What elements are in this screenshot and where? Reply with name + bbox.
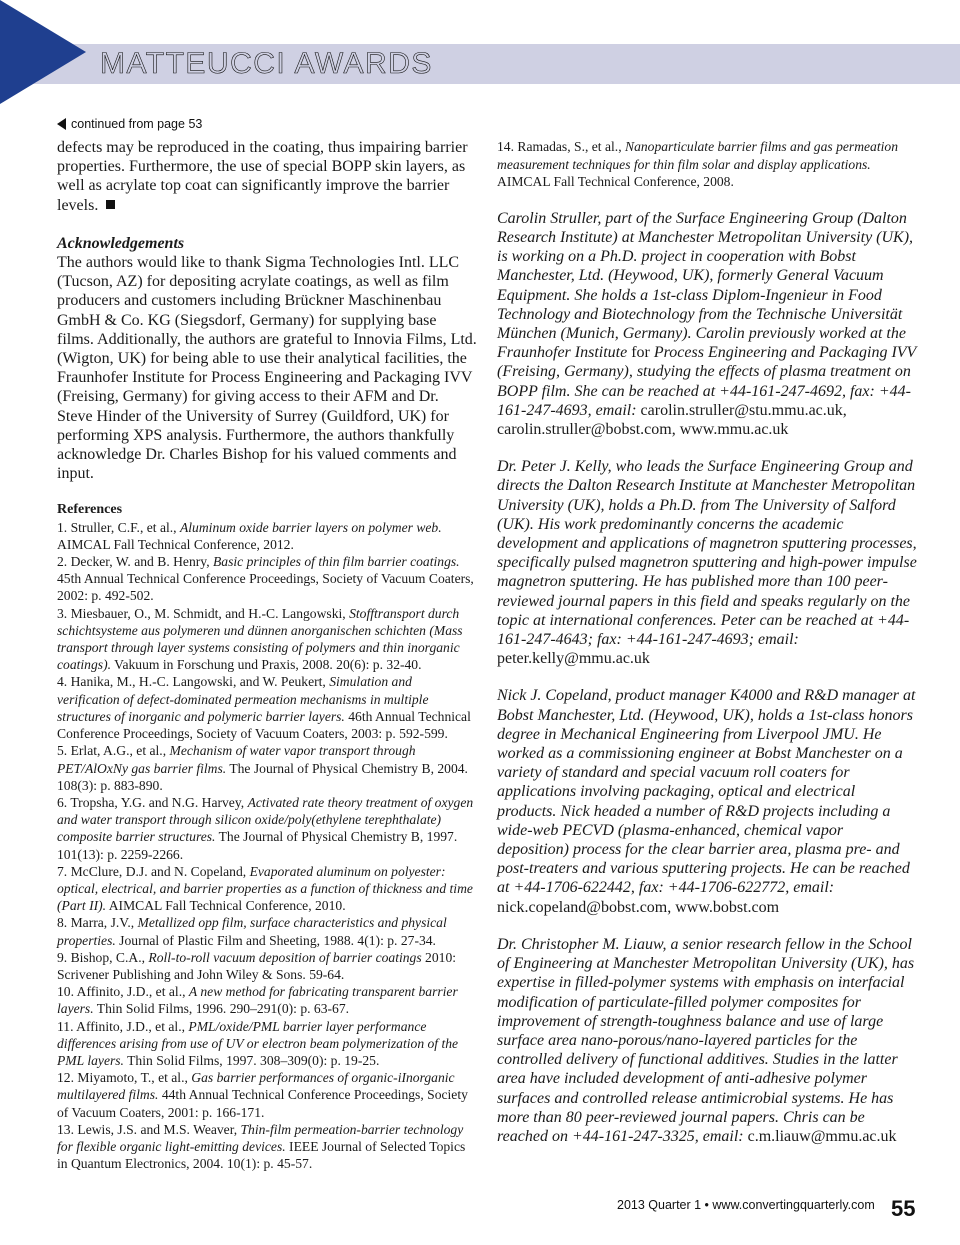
continued-text: continued from page 53 bbox=[71, 117, 203, 131]
ref-title: Basic principles of thin film barrier coatings. bbox=[213, 554, 460, 570]
ref-pre: 9. Bishop, C.A., bbox=[57, 949, 149, 965]
acknowledgements-heading: Acknowledgements bbox=[57, 234, 185, 252]
continued-note bbox=[57, 117, 202, 131]
reference-item bbox=[57, 949, 477, 983]
ref-post: AIMCAL Fall Technical Conference, 2012. bbox=[57, 536, 294, 552]
bio-italic2: Process Engineering and Packaging IVV (Freising, Germany), studying the effects of plasma treatment on BOPP film. She can be reached at +44-161-247-4692, fax: +44-161-247-4693, email: bbox=[497, 344, 917, 419]
reference-item bbox=[57, 983, 477, 1017]
reference-item bbox=[57, 742, 477, 794]
bio-plain: carolin.struller@stu.mmu.ac.uk, carolin.struller@bobst.com, www.mmu.ac.uk bbox=[497, 401, 847, 439]
ref-title: Gas barrier performances of organic-iInorganic multilayered films. bbox=[57, 1070, 455, 1103]
reference-item bbox=[57, 914, 477, 948]
reference-14 bbox=[497, 138, 917, 191]
ref-post: The Journal of Physical Chemistry B, 2004. 108(3): p. 883-890. bbox=[57, 760, 468, 793]
ref-title: Stofftransport durch schichtsysteme aus polymeren und dünnen anorganischen schichten (Mass transport through layer systems consisting of polymers and thin inorganic coatings). bbox=[57, 605, 463, 673]
ref-pre: 5. Erlat, A.G., et al., bbox=[57, 743, 170, 759]
footer-text: 2013 Quarter 1 • www.convertingquarterly.com bbox=[617, 1198, 875, 1212]
acknowledgements-text: The authors would like to thank Sigma Technologies Intl. LLC (Tucson, AZ) for depositing acrylate coatings, as well as film producers and customers including Brückner Maschinenbau GmbH & Co. KG (Siegsdorf, Germany) for supplying base films. Additionally, the authors are grateful to Innovia Films, Ltd. (Wigton, UK) for being able to use their analytical facilities, the Fraunhofer Institute for Process Engineering and Packaging IVV (Freising, Germany) for giving access to their AFM and Dr. Steve Hinder of the University of Surrey (Guildford, UK) for performing XPS analysis. Furthermore, the authors thankfully acknowledge Dr. Charles Bishop for his valued comments and input. bbox=[57, 254, 477, 483]
author-bios bbox=[497, 209, 917, 1146]
right-column bbox=[497, 138, 917, 1146]
ref-pre: 4. Hanika, M., H.-C. Langowski, and W. Peukert, bbox=[57, 674, 330, 690]
ref-title: PML/oxide/PML barrier layer performance differences arising from use of UV or electron beam polymerization of the PML layers. bbox=[57, 1018, 459, 1068]
reference-item bbox=[57, 1069, 477, 1121]
ref-pre: 2. Decker, W. and B. Henry, bbox=[57, 554, 213, 570]
ref-post: Thin Solid Films, 1996. 290–291(0): p. 63-67. bbox=[93, 1001, 350, 1017]
ref-title: Nanoparticulate barrier films and gas permeation measurement techniques for thin film solar and display applications. bbox=[497, 139, 899, 172]
bio-italic: Dr. Peter J. Kelly, who leads the Surface Engineering Group and directs the Dalton Research Institute at Manchester Metropolitan University (UK), holds a Ph.D. from The University of Salford (UK). His work predominantly concerns the academic development and applications of magnetron sputtering processes, specifically pulsed magnetron sputtering and high-power impulse magnetron sputtering. He has published more than 100 peer-reviewed journal papers in this field and speaks regularly on the topic at international conferences. Peter can be reached at +44-161-247-4643; fax: +44-161-247-4693; email: bbox=[497, 458, 917, 649]
ref-pre: 10. Affinito, J.D., et al., bbox=[57, 984, 189, 1000]
references-heading: References bbox=[57, 502, 123, 518]
ref-pre: 1. Struller, C.F., et al., bbox=[57, 519, 180, 535]
ref-title: Activated rate theory treatment of oxygen and water transport through silicon oxide/poly(ethylene terephthalate) composite barrier structures. bbox=[57, 794, 474, 845]
ref-post: 2010: Scrivener Publishing and John Wiley & Sons. 59-64. bbox=[57, 949, 457, 982]
ref-post: Vakuum in Forschung und Praxis, 2008. 20(6): p. 32-40. bbox=[111, 657, 422, 673]
author-bio bbox=[497, 686, 917, 916]
bio-italic: Carolin Struller, part of the Surface Engineering Group (Dalton Research Institute) at Manchester Metropolitan University (UK), is working on a Ph.D. project in cooperation with Bobst Manchester, Ltd. (Heywood, UK), formerly General Vacuum Equipment. She holds a 1st-class Diplom-Ingenieur in Food Technology and Biotechnology from the Technische Universität München (Munich, Germany). Carolin previously worked at the Fraunhofer Institute bbox=[497, 209, 914, 362]
ref-pre: 3. Miesbauer, O., M. Schmidt, and H.-C. Langowski, bbox=[57, 605, 350, 621]
ref-post: IEEE Journal of Selected Topics in Quantum Electronics, 2004. 10(1): p. 45-57. bbox=[57, 1138, 466, 1172]
reference-item bbox=[57, 794, 477, 863]
intro-paragraph bbox=[57, 138, 477, 215]
ref-title: Aluminum oxide barrier layers on polymer web. bbox=[179, 519, 442, 535]
bio-italic: Dr. Christopher M. Liauw, a senior research fellow in the School of Engineering at Manchester Metropolitan University (UK), has expertise in filled-polymer systems with emphasis on interfacial modification of particulate-filled polymer composites for improvement of strength-toughness balance and use of large surface area nano-porous/nano-layered particles for the controlled delivery of functional additives. Studies in the latter area have included development of anti-adhesive polymer surfaces and controlled release antimicrobial systems. He has more than 80 peer-reviewed journal papers. Chris can be reached on +44-161-247-3325, email: bbox=[497, 935, 915, 1145]
ref-title: Mechanism of water vapor transport through PET/AlOxNy gas barrier films. bbox=[57, 743, 416, 776]
ref-post: Journal of Plastic Film and Sheeting, 1988. 4(1): p. 27-34. bbox=[115, 932, 436, 948]
ref-post: 46th Annual Technical Conference Proceedings, Society of Vacuum Coaters, 2003: p. 592-599. bbox=[57, 708, 471, 742]
reference-item bbox=[57, 553, 477, 605]
ref-pre: 6. Tropsha, Y.G. and N.G. Harvey, bbox=[57, 794, 248, 810]
end-mark-icon bbox=[106, 200, 115, 209]
left-column bbox=[57, 138, 477, 1172]
ref-post: 44th Annual Technical Conference Proceedings, Society of Vacuum Coaters, 2001: p. 166-171. bbox=[57, 1087, 468, 1120]
ref-pre: 11. Affinito, J.D., et al., bbox=[57, 1018, 189, 1034]
ref-post: 45th Annual Technical Conference Proceedings, Society of Vacuum Coaters, 2002: p. 492-502. bbox=[57, 571, 474, 604]
ref-title: Roll-to-roll vacuum deposition of barrier coatings bbox=[148, 949, 422, 965]
page-header bbox=[0, 0, 960, 108]
arrow-left-icon bbox=[57, 118, 66, 130]
ref-pre: 13. Lewis, J.S. and M.S. Weaver, bbox=[57, 1121, 241, 1137]
ref-title: Metallized opp film, surface characteristics and physical properties. bbox=[57, 915, 447, 948]
header-triangle-icon bbox=[0, 0, 86, 104]
bio-mid: for bbox=[627, 344, 654, 362]
ref-pre: 8. Marra, J.V., bbox=[57, 915, 138, 931]
ref-title: Simulation and verification of defect-dominated permeation mechanisms in multiple structures of inorganic and polymeric barrier layers. bbox=[57, 674, 429, 724]
bio-plain: c.m.liauw@mmu.ac.uk bbox=[743, 1127, 897, 1145]
reference-item bbox=[57, 1121, 477, 1173]
reference-item bbox=[57, 863, 477, 915]
ref-post: The Journal of Physical Chemistry B, 1997. 101(13): p. 2259-2266. bbox=[57, 829, 458, 862]
ref-post: Thin Solid Films, 1997. 308–309(0): p. 19-25. bbox=[123, 1052, 380, 1068]
section-title: MATTEUCCI AWARDS bbox=[100, 47, 433, 80]
reference-item bbox=[57, 1018, 477, 1070]
ref-pre: 7. McClure, D.J. and N. Copeland, bbox=[57, 863, 250, 879]
references-list bbox=[57, 519, 477, 1173]
author-bio bbox=[497, 209, 917, 439]
ref-pre: 12. Miyamoto, T., et al., bbox=[57, 1070, 192, 1086]
ref-pre: 14. Ramadas, S., et al., bbox=[497, 139, 625, 154]
intro-text: defects may be reproduced in the coating, thus impairing barrier properties. Furthermore, the use of special BOPP skin layers, as well as acrylate top coat can significantly improve the barrier levels. bbox=[57, 139, 468, 214]
author-bio bbox=[497, 457, 917, 668]
reference-item bbox=[57, 673, 477, 742]
ref-title: Evaporated aluminum on polyester: optical, electrical, and barrier properties as a function of thickness and time (Part II). bbox=[57, 863, 473, 914]
bio-plain: nick.copeland@bobst.com, www.bobst.com bbox=[497, 898, 780, 916]
bio-plain: peter.kelly@mmu.ac.uk bbox=[497, 650, 650, 668]
ref-title: A new method for fabricating transparent barrier layers. bbox=[57, 984, 458, 1017]
reference-item bbox=[57, 519, 477, 553]
ref-post: AIMCAL Fall Technical Conference, 2008. bbox=[497, 174, 734, 190]
author-bio bbox=[497, 935, 917, 1146]
bio-italic: Nick J. Copeland, product manager K4000 and R&D manager at Bobst Manchester, Ltd. (Heywood, UK), holds a 1st-class honors degree in Mechanical Engineering from Liverpool JMU. He worked as a commissioning engineer at Bobst Manchester on a variety of standard and special vacuum roll coaters for applications involving packaging, optical and electrical products. Nick headed a number of R&D projects including a wide-web PECVD (plasma-enhanced, chemical vapor deposition) process for the clear barrier area, plasma pre- and post-treaters and various sputtering projects. He can be reached at +44-1706-622442, fax: +44-1706-622772, email: bbox=[497, 687, 916, 897]
ref-title: Thin-film permeation-barrier technology for flexible organic light-emitting devices. bbox=[57, 1121, 464, 1154]
ref-post: AIMCAL Fall Technical Conference, 2010. bbox=[106, 898, 346, 914]
reference-item bbox=[57, 605, 477, 674]
page-number: 55 bbox=[891, 1196, 916, 1221]
